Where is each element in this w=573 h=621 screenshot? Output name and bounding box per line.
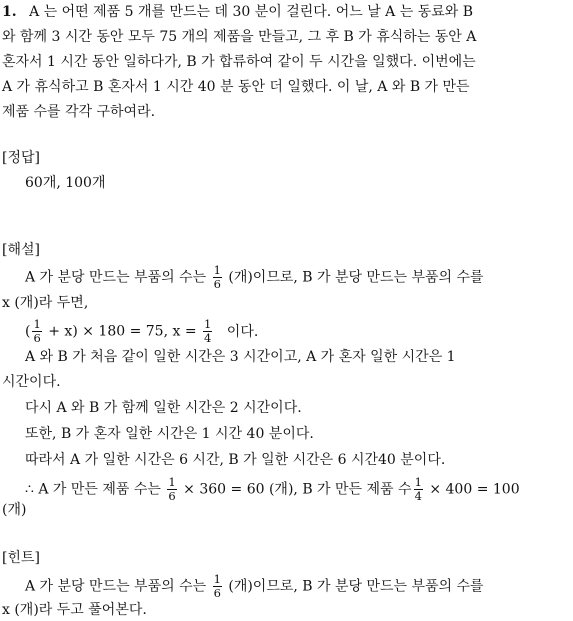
solution-text: × 360 = 60 (개), B 가 만든 제품 수 bbox=[183, 481, 412, 498]
solution-heading: [해설] bbox=[2, 242, 40, 258]
equation-text: + x) × 180 = 75, x = bbox=[48, 323, 197, 340]
solution-line-7: 또한, B 가 혼자 일한 시간은 1 시간 40 분이다. bbox=[25, 426, 314, 442]
fraction-denominator: 6 bbox=[213, 586, 221, 600]
answer-heading: [정답] bbox=[2, 150, 40, 166]
problem-line-2: 와 함께 3 시간 동안 모두 75 개의 제품을 만들고, 그 후 B 가 휴식하는 동안 A bbox=[2, 29, 477, 45]
fraction-one-sixth bbox=[213, 264, 222, 291]
fraction-numerator: 1 bbox=[168, 475, 176, 489]
fraction-denominator: 4 bbox=[414, 489, 422, 503]
hint-text: (개)이므로, B 가 분당 만드는 부품의 수를 bbox=[228, 578, 484, 595]
fraction-denominator: 6 bbox=[168, 489, 176, 503]
problem-line-4: A 가 휴식하고 B 혼자서 1 시간 40 분 동안 더 일했다. 이 날, A 와 B 가 만든 bbox=[2, 79, 470, 95]
fraction-numerator: 1 bbox=[213, 263, 221, 277]
solution-line-1 bbox=[25, 264, 484, 291]
answer-text: 60개, 100개 bbox=[25, 175, 106, 191]
problem-text: A 는 어떤 제품 5 개를 만드는 데 30 분이 걸린다. 어느 날 A 는 동료와 B bbox=[29, 4, 474, 20]
solution-line-8: 따라서 A 가 일한 시간은 6 시간, B 가 일한 시간은 6 시간40 분이다. bbox=[25, 452, 446, 468]
hint-heading: [힌트] bbox=[2, 550, 40, 566]
solution-line-2: x (개)라 두면, bbox=[2, 295, 89, 311]
hint-line-2: x (개)라 두고 풀어본다. bbox=[2, 602, 147, 618]
solution-line-10: (개) bbox=[2, 502, 27, 518]
solution-line-4: A 와 B 가 처음 같이 일한 시간은 3 시간이고, A 가 혼자 일한 시간은 1 bbox=[25, 349, 456, 365]
solution-line-5: 시간이다. bbox=[2, 374, 61, 390]
fraction-one-quarter bbox=[203, 318, 212, 345]
fraction-numerator: 1 bbox=[204, 317, 212, 331]
hint-line-1 bbox=[25, 573, 484, 600]
fraction-one-sixth bbox=[32, 318, 41, 345]
solution-equation bbox=[25, 318, 258, 345]
fraction-one-sixth bbox=[213, 573, 222, 600]
problem-line-1 bbox=[2, 2, 473, 22]
fraction-numerator: 1 bbox=[414, 475, 422, 489]
solution-line-6: 다시 A 와 B 가 함께 일한 시간은 2 시간이다. bbox=[25, 400, 302, 416]
hint-text: A 가 분당 만드는 부품의 수는 bbox=[25, 578, 207, 595]
fraction-denominator: 6 bbox=[213, 277, 221, 291]
solution-text: ∴ A 가 만든 제품 수는 bbox=[25, 481, 161, 498]
equation-text: 이다. bbox=[226, 323, 259, 340]
fraction-denominator: 6 bbox=[33, 331, 41, 345]
solution-text: A 가 분당 만드는 부품의 수는 bbox=[25, 269, 207, 286]
fraction-one-quarter bbox=[414, 476, 423, 503]
solution-text: × 400 = 100 bbox=[429, 481, 520, 498]
fraction-numerator: 1 bbox=[213, 572, 221, 586]
fraction-numerator: 1 bbox=[33, 317, 41, 331]
problem-number: 1. bbox=[2, 4, 17, 20]
solution-line-9 bbox=[25, 476, 520, 503]
fraction-denominator: 4 bbox=[204, 331, 212, 345]
problem-line-5: 제품 수를 각각 구하여라. bbox=[2, 104, 156, 120]
solution-text: (개)이므로, B 가 분당 만드는 부품의 수를 bbox=[228, 269, 484, 286]
equation-paren: ( bbox=[25, 323, 31, 340]
problem-line-3: 혼자서 1 시간 동안 일하다가, B 가 합류하여 같이 두 시간을 일했다. 이번에는 bbox=[2, 54, 476, 70]
fraction-one-sixth bbox=[167, 476, 176, 503]
